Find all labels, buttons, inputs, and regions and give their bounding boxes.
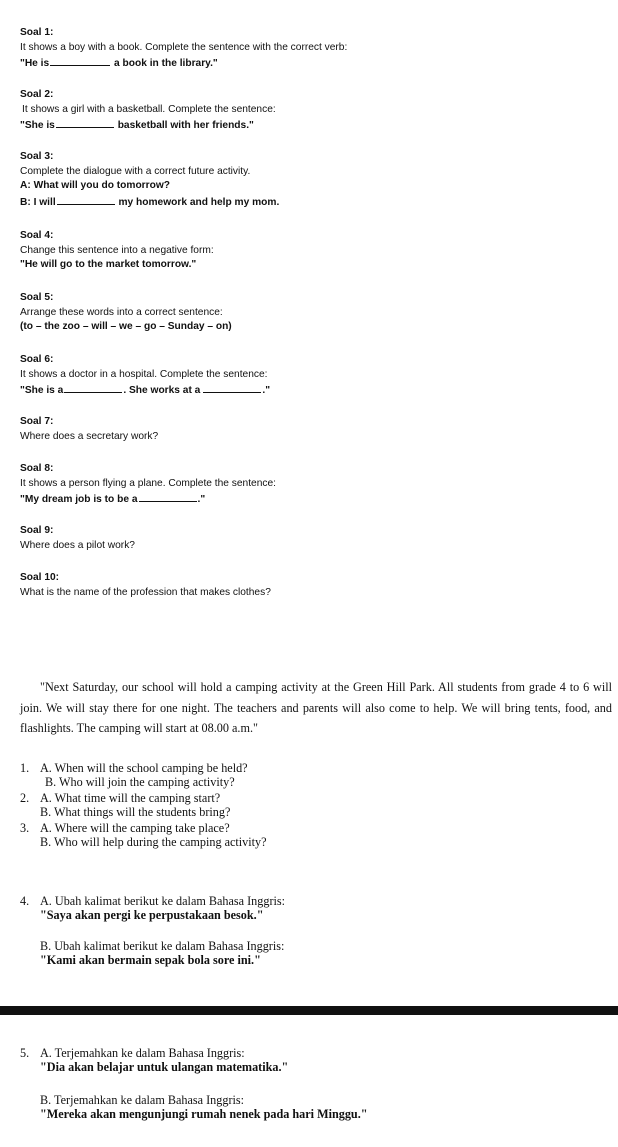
- soal-5: [20, 291, 610, 335]
- question-1b: B. Who will join the camping activity?: [45, 775, 235, 789]
- answer-blank: [57, 194, 115, 205]
- question-1a: A. When will the school camping be held?: [40, 761, 248, 775]
- answer-blank: [64, 382, 122, 393]
- sentence-part: "She is a: [20, 385, 64, 396]
- question-2b: B. What things will the students bring?: [40, 805, 231, 819]
- soal-sentence: "He will go to the market tomorrow.": [20, 259, 197, 270]
- soal-instruction: Complete the dialogue with a correct future activity.: [20, 165, 251, 177]
- question-number: 2.: [20, 791, 30, 805]
- soal-title: Soal 1:: [20, 27, 54, 38]
- sentence-part: . She works at a: [123, 385, 201, 396]
- passage-text: "Next Saturday, our school will hold a camping activity at the Green Hill Park. All students from grade 4 to 6 will join. We will stay there for one night. The teachers and parents will also come to help. We will bring tents, food, and flashlights. The camping will start at 08.00 a.m.": [20, 680, 612, 735]
- soal-title: Soal 10:: [20, 572, 60, 583]
- soal-1: [20, 26, 610, 72]
- soal-sentence: [20, 382, 610, 399]
- sentence-part: .": [197, 494, 206, 505]
- soal-instruction: Where does a secretary work?: [20, 430, 159, 442]
- reading-passage: [20, 677, 612, 739]
- soal-title: Soal 6:: [20, 354, 54, 365]
- question-4a-instruction: A. Ubah kalimat berikut ke dalam Bahasa Inggris:: [40, 894, 286, 908]
- soal-sentence: [20, 491, 610, 508]
- answer-blank: [139, 491, 197, 502]
- soal-title: Soal 5:: [20, 292, 54, 303]
- soal-10: [20, 571, 610, 600]
- soal-instruction: It shows a person flying a plane. Complete the sentence:: [20, 477, 276, 489]
- soal-instruction: Change this sentence into a negative form:: [20, 244, 214, 256]
- question-number: 3.: [20, 821, 30, 835]
- sentence-part: "My dream job is to be a: [20, 494, 138, 505]
- question-3b: B. Who will help during the camping activity?: [40, 835, 267, 849]
- soal-6: [20, 353, 610, 399]
- question-5b-sentence: "Mereka akan mengunjungi rumah nenek pada hari Minggu.": [40, 1107, 368, 1121]
- sentence-part: "He is: [20, 58, 50, 69]
- question-4b-sentence: "Kami akan bermain sepak bola sore ini.": [40, 953, 261, 967]
- soal-9: [20, 524, 610, 553]
- question-4a-sentence: "Saya akan pergi ke perpustakaan besok.": [40, 908, 264, 922]
- question-5a-instruction: A. Terjemahkan ke dalam Bahasa Inggris:: [40, 1046, 245, 1060]
- question-number: 5.: [20, 1046, 30, 1060]
- soal-instruction: Arrange these words into a correct sentence:: [20, 306, 223, 318]
- question-5b-instruction: B. Terjemahkan ke dalam Bahasa Inggris:: [40, 1093, 245, 1107]
- sentence-part: .": [262, 385, 271, 396]
- soal-instruction: Where does a pilot work?: [20, 539, 135, 551]
- soal-sentence: [20, 117, 610, 134]
- answer-blank: [56, 117, 114, 128]
- soal-title: Soal 2:: [20, 89, 54, 100]
- soal-sentence: (to – the zoo – will – we – go – Sunday – on): [20, 321, 232, 332]
- soal-sentence: [20, 194, 610, 211]
- soal-title: Soal 9:: [20, 525, 54, 536]
- soal-title: Soal 8:: [20, 463, 54, 474]
- question-5a-sentence: "Dia akan belajar untuk ulangan matematika.": [40, 1060, 289, 1074]
- soal-8: [20, 462, 610, 508]
- soal-instruction: It shows a boy with a book. Complete the sentence with the correct verb:: [20, 41, 348, 53]
- soal-instruction: It shows a girl with a basketball. Complete the sentence:: [22, 103, 276, 115]
- soal-title: Soal 3:: [20, 151, 54, 162]
- question-4b-instruction: B. Ubah kalimat berikut ke dalam Bahasa Inggris:: [40, 939, 285, 953]
- soal-4: [20, 229, 610, 273]
- soal-sentence: [20, 55, 610, 72]
- sentence-part: my homework and help my mom.: [118, 196, 280, 208]
- soal-title: Soal 7:: [20, 416, 54, 427]
- question-2a: A. What time will the camping start?: [40, 791, 221, 805]
- soal-2: [20, 88, 610, 134]
- soal-title: Soal 4:: [20, 230, 54, 241]
- sentence-part: a book in the library.": [114, 58, 218, 69]
- question-number: 4.: [20, 894, 30, 908]
- answer-blank: [50, 55, 110, 66]
- soal-instruction: It shows a doctor in a hospital. Complete the sentence:: [20, 368, 268, 380]
- soal-instruction: What is the name of the profession that makes clothes?: [20, 586, 271, 598]
- sentence-part: basketball with her friends.": [117, 120, 254, 131]
- sentence-part: "She is: [20, 120, 55, 131]
- question-number: 1.: [20, 761, 30, 775]
- soal-7: [20, 415, 610, 444]
- question-3a: A. Where will the camping take place?: [40, 821, 230, 835]
- answer-blank: [203, 382, 261, 393]
- dialogue-line-a: A: What will you do tomorrow?: [20, 180, 170, 191]
- soal-3: [20, 150, 610, 210]
- section-divider: [0, 1006, 618, 1015]
- sentence-part: B: I will: [20, 196, 56, 208]
